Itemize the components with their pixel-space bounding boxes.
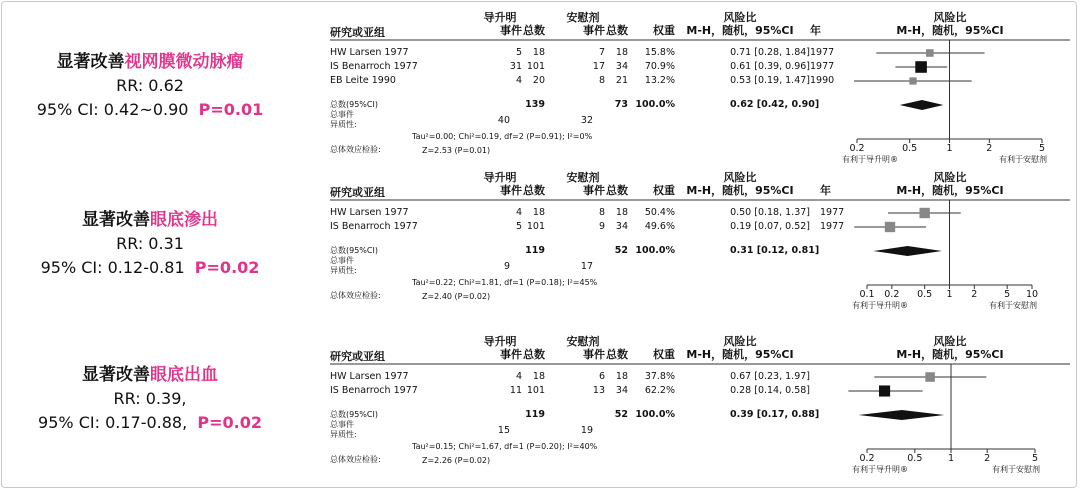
effect-method-header: M-H，随机，95%CI <box>686 184 794 197</box>
heterogeneity-stats: Tau²=0.15; Chi²=1.67, df=1 (P=0.20); I²=40% <box>412 442 598 451</box>
favours-right-label: 有利于安慰剂 <box>999 155 1047 164</box>
study-year: 1977 <box>820 221 845 232</box>
group2-events: 8 <box>598 207 605 218</box>
group2-events: 6 <box>598 371 605 382</box>
overall-effect-label: 总体效应检验: <box>330 145 381 154</box>
group1-header: 导升明 <box>483 171 517 184</box>
study-year: 1977 <box>820 207 845 218</box>
group2-events: 13 <box>592 385 605 396</box>
total-ci: 0.62 [0.42, 0.90] <box>730 99 820 110</box>
study-weight: 70.9% <box>644 61 675 72</box>
x-tick-label: 5 <box>1031 453 1039 464</box>
group2-total: 21 <box>615 75 628 86</box>
year-header: 年 <box>810 24 821 37</box>
plot-effect-header: 风险比 <box>933 11 967 24</box>
group1-total: 18 <box>532 371 545 382</box>
total-events-label: 总事件 <box>330 256 354 265</box>
study-marker <box>925 372 935 382</box>
x-tick-label: 1 <box>946 289 953 300</box>
group2-events: 17 <box>592 61 605 72</box>
overall-effect-label: 总体效应检验: <box>330 455 381 464</box>
group1-events: 5 <box>515 47 522 58</box>
events-header: 事件 <box>500 348 522 361</box>
study-name: HW Larsen 1977 <box>330 207 409 218</box>
total-label: 总数(95%CI) <box>330 246 378 255</box>
study-name: EB Leite 1990 <box>330 75 396 86</box>
total-header: 总数 <box>523 24 545 37</box>
forest-plot-3 <box>330 336 1070 486</box>
weight-header: 权重 <box>653 24 675 37</box>
total-header: 总数 <box>606 184 628 197</box>
study-year: 1977 <box>810 47 835 58</box>
total-label: 总数(95%CI) <box>330 410 378 419</box>
study-weight: 49.6% <box>644 221 675 232</box>
plot-effect-header: 风险比 <box>933 171 967 184</box>
group2-total: 34 <box>615 385 628 396</box>
total-events-label: 总事件 <box>330 110 354 119</box>
group2-header: 安慰剂 <box>566 335 600 348</box>
study-marker <box>926 49 934 57</box>
plot-method-header: M-H，随机，95%CI <box>896 348 1004 361</box>
overall-effect-stats: Z=2.26 (P=0.02) <box>422 456 491 465</box>
study-name: IS Benarroch 1977 <box>330 385 418 396</box>
study-marker <box>915 61 927 73</box>
group1-events: 4 <box>515 75 522 86</box>
group2-header: 安慰剂 <box>566 171 600 184</box>
study-header: 研究或亚组 <box>330 350 385 363</box>
effect-header: 风险比 <box>723 171 757 184</box>
year-header: 年 <box>820 184 831 197</box>
favours-left-label: 有利于导升明® <box>852 301 908 310</box>
x-tick-label: 2 <box>986 143 993 154</box>
heterogeneity-stats: Tau²=0.00; Chi²=0.19, df=2 (P=0.91); I²=0% <box>412 132 593 141</box>
study-ci: 0.71 [0.28, 1.84] <box>730 47 810 58</box>
overall-effect-stats: Z=2.40 (P=0.02) <box>422 292 491 301</box>
study-name: HW Larsen 1977 <box>330 371 409 382</box>
group1-total: 101 <box>526 61 545 72</box>
study-ci: 0.50 [0.18, 1.37] <box>730 207 810 218</box>
total-header: 总数 <box>606 24 628 37</box>
x-tick-label: 10 <box>1025 289 1039 300</box>
group2-events: 9 <box>598 221 605 232</box>
favours-right-label: 有利于安慰剂 <box>992 465 1040 474</box>
group1-total: 18 <box>532 207 545 218</box>
effect-method-header: M-H，随机，95%CI <box>686 24 794 37</box>
heterogeneity-label: 异质性: <box>330 266 357 275</box>
summary-2 <box>0 208 300 280</box>
x-tick-label: 0.2 <box>849 143 865 154</box>
group2-total: 18 <box>615 47 628 58</box>
group1-events: 31 <box>509 61 522 72</box>
effect-header: 风险比 <box>723 335 757 348</box>
overall-effect-label: 总体效应检验: <box>330 291 381 300</box>
total-events-group2: 17 <box>580 261 593 272</box>
events-header: 事件 <box>583 24 605 37</box>
weight-header: 权重 <box>653 184 675 197</box>
group1-header: 导升明 <box>483 11 517 24</box>
x-tick-label: 2 <box>984 453 991 464</box>
heterogeneity-label: 异质性: <box>330 430 357 439</box>
total-events-group2: 19 <box>580 425 593 436</box>
group2-total: 34 <box>615 221 628 232</box>
summary-rr: RR: 0.62 <box>116 76 184 95</box>
study-name: IS Benarroch 1977 <box>330 221 418 232</box>
total-events-group1: 9 <box>503 261 510 272</box>
study-weight: 62.2% <box>644 385 675 396</box>
total-group1: 139 <box>525 99 545 110</box>
total-events-group1: 15 <box>497 425 510 436</box>
study-weight: 13.2% <box>644 75 675 86</box>
x-tick-label: 5 <box>1004 289 1011 300</box>
x-tick-label: 0.5 <box>917 289 933 300</box>
effect-header: 风险比 <box>723 11 757 24</box>
events-header: 事件 <box>500 24 522 37</box>
study-marker <box>885 222 895 232</box>
group1-total: 20 <box>532 75 545 86</box>
total-events-group1: 40 <box>497 115 510 126</box>
group1-total: 18 <box>532 47 545 58</box>
group1-events: 4 <box>515 371 522 382</box>
group2-header: 安慰剂 <box>566 11 600 24</box>
total-events-label: 总事件 <box>330 420 354 429</box>
x-tick-label: 0.5 <box>907 453 923 464</box>
favours-left-label: 有利于导升明® <box>842 155 898 164</box>
events-header: 事件 <box>500 184 522 197</box>
pooled-diamond <box>874 246 942 256</box>
study-marker <box>909 77 916 84</box>
study-ci: 0.61 [0.39, 0.96] <box>730 61 810 72</box>
forest-plot-2 <box>330 172 1070 322</box>
group1-total: 101 <box>526 221 545 232</box>
study-ci: 0.67 [0.23, 1.97] <box>730 371 810 382</box>
group2-total: 34 <box>615 61 628 72</box>
x-tick-label: 2 <box>971 289 978 300</box>
summary-ci: 95% CI: 0.42~0.90 P=0.01 <box>36 100 264 119</box>
x-tick-label: 0.2 <box>859 453 875 464</box>
pooled-diamond <box>900 100 944 110</box>
summary-rr: RR: 0.39, <box>113 389 187 408</box>
study-weight: 50.4% <box>644 207 675 218</box>
study-year: 1977 <box>810 61 835 72</box>
events-header: 事件 <box>583 348 605 361</box>
x-tick-label: 0.5 <box>902 143 918 154</box>
total-events-group2: 32 <box>580 115 593 126</box>
x-tick-label: 0.1 <box>859 289 875 300</box>
summary-ci: 95% CI: 0.12-0.81 P=0.02 <box>40 258 260 277</box>
total-header: 总数 <box>523 184 545 197</box>
total-weight: 100.0% <box>635 409 675 420</box>
summary-p: P=0.02 <box>197 413 262 432</box>
study-marker <box>879 385 890 396</box>
group2-total: 18 <box>615 371 628 382</box>
group2-events: 7 <box>598 47 605 58</box>
study-weight: 37.8% <box>644 371 675 382</box>
group1-events: 4 <box>515 207 522 218</box>
group1-events: 5 <box>515 221 522 232</box>
group1-events: 11 <box>509 385 522 396</box>
study-name: HW Larsen 1977 <box>330 47 409 58</box>
total-group1: 119 <box>525 245 545 256</box>
plot-effect-header: 风险比 <box>933 335 967 348</box>
summary-p: P=0.02 <box>194 258 260 277</box>
group2-total: 18 <box>615 207 628 218</box>
x-tick-label: 5 <box>1038 143 1046 154</box>
plot-method-header: M-H，随机，95%CI <box>896 24 1004 37</box>
overall-effect-stats: Z=2.53 (P=0.01) <box>422 146 491 155</box>
pooled-diamond <box>859 410 945 420</box>
x-tick-label: 1 <box>946 143 953 154</box>
study-name: IS Benarroch 1977 <box>330 61 418 72</box>
study-weight: 15.8% <box>644 47 675 58</box>
x-tick-label: 1 <box>947 453 955 464</box>
weight-header: 权重 <box>653 348 675 361</box>
study-header: 研究或亚组 <box>330 26 385 39</box>
study-marker <box>919 208 929 218</box>
summary-3 <box>0 363 300 435</box>
summary-rr: RR: 0.31 <box>116 234 184 253</box>
study-year: 1990 <box>810 75 835 86</box>
plot-method-header: M-H，随机，95%CI <box>896 184 1004 197</box>
total-group2: 52 <box>614 409 628 420</box>
summary-1 <box>0 50 300 122</box>
effect-method-header: M-H，随机，95%CI <box>686 348 794 361</box>
total-group1: 119 <box>525 409 545 420</box>
group1-total: 101 <box>526 385 545 396</box>
total-header: 总数 <box>606 348 628 361</box>
total-ci: 0.31 [0.12, 0.81] <box>730 245 820 256</box>
x-tick-label: 0.2 <box>884 289 900 300</box>
summary-p: P=0.01 <box>198 100 264 119</box>
favours-left-label: 有利于导升明® <box>852 465 908 474</box>
heterogeneity-label: 异质性: <box>330 120 357 129</box>
group2-events: 8 <box>598 75 605 86</box>
total-header: 总数 <box>523 348 545 361</box>
total-label: 总数(95%CI) <box>330 100 378 109</box>
summary-title: 显著改善眼底出血 <box>82 365 218 385</box>
summary-ci: 95% CI: 0.17-0.88, P=0.02 <box>38 413 262 432</box>
study-header: 研究或亚组 <box>330 186 385 199</box>
heterogeneity-stats: Tau²=0.22; Chi²=1.81, df=1 (P=0.18); I²=45% <box>412 278 598 287</box>
total-group2: 52 <box>614 245 628 256</box>
summary-title: 显著改善眼底渗出 <box>82 210 218 230</box>
study-ci: 0.19 [0.07, 0.52] <box>730 221 810 232</box>
total-ci: 0.39 [0.17, 0.88] <box>730 409 820 420</box>
events-header: 事件 <box>583 184 605 197</box>
total-weight: 100.0% <box>635 99 675 110</box>
total-group2: 73 <box>614 99 628 110</box>
study-ci: 0.53 [0.19, 1.47] <box>730 75 810 86</box>
forest-plot-1 <box>330 12 1070 162</box>
group1-header: 导升明 <box>483 335 517 348</box>
total-weight: 100.0% <box>635 245 675 256</box>
summary-title: 显著改善视网膜微动脉瘤 <box>56 52 244 72</box>
study-ci: 0.28 [0.14, 0.58] <box>730 385 810 396</box>
favours-right-label: 有利于安慰剂 <box>989 301 1037 310</box>
